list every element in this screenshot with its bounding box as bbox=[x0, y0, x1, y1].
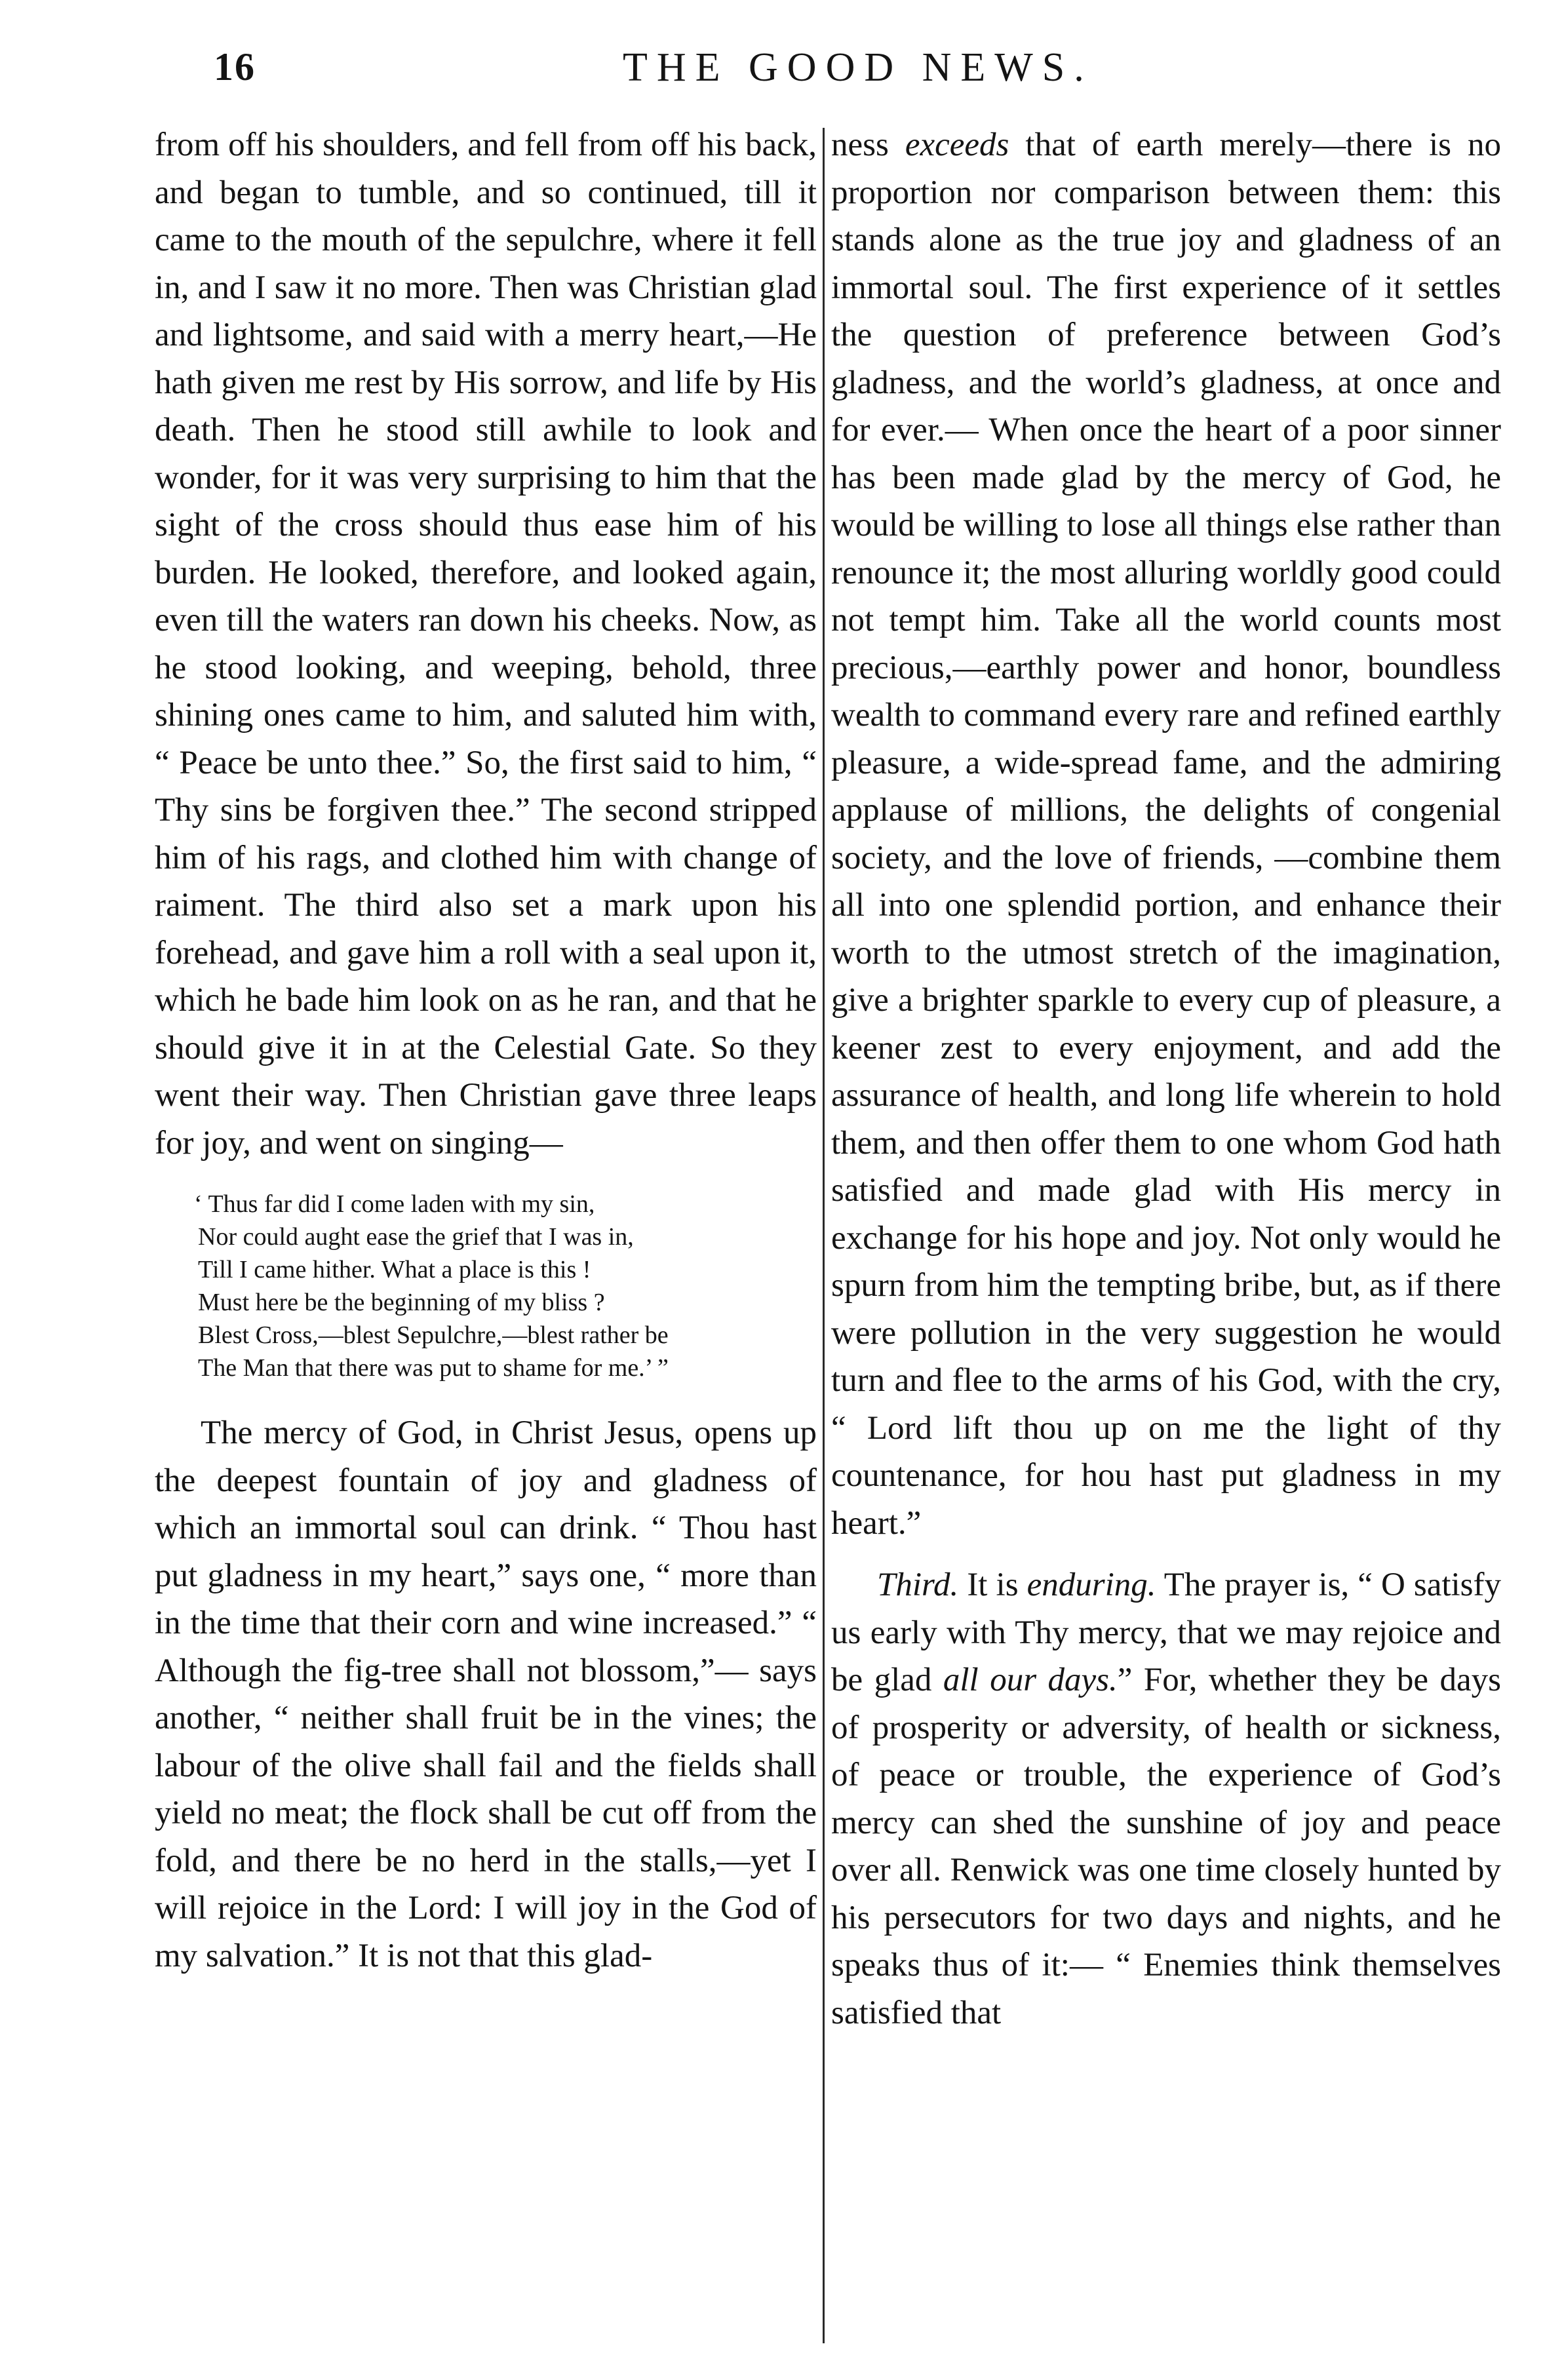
poem-line: ‘ Thus far did I come laden with my sin, bbox=[194, 1190, 595, 1218]
text-run: ” For, whether they be days of prosperity or adversity, of health or sickness, of peace or trouble, the experience of God’s mercy can shed the sunshine of joy and peace over all. Renwick was one time closely hunted by his persecutors for two days and nights, and he speaks thus of it:— “ Enemies think themselves satisfied that bbox=[831, 1662, 1501, 2031]
running-title: THE GOOD NEWS. bbox=[623, 45, 1093, 90]
emphasis-exceeds: exceeds bbox=[905, 127, 1009, 163]
poem-line: Nor could aught ease the grief that I was in, bbox=[198, 1223, 634, 1251]
paragraph-gap bbox=[831, 1547, 1501, 1561]
emphasis-enduring: enduring. bbox=[1026, 1567, 1156, 1603]
text-run: The prayer is, “ O satisfy us early with Thy mercy, that we may rejoice and be glad bbox=[831, 1567, 1502, 1698]
poem-line: Must here be the beginning of my bliss ? bbox=[198, 1289, 605, 1316]
page-number: 16 bbox=[214, 45, 256, 88]
right-paragraph-continued bbox=[831, 121, 1501, 1547]
left-paragraph-continued: from off his shoulders, and fell from off his back, and began to tumble, and so continued, till it came to the mouth of the sepulchre, where it fell in, and I saw it no more. Then was Christian glad and lightsome, and said with a merry heart,—He hath given me rest by His sorrow, and life by His death. Then he stood still awhile to look and wonder, for it was very surprising to him that the sight of the cross should thus ease him of his burden. He looked, therefore, and looked again, even till the waters ran down his cheeks. Now, as he stood looking, and weeping, behold, three shining ones came to him, and saluted him with, “ Peace be unto thee.” So, the first said to him, “ Thy sins be forgiven thee.” The second stripped him of his rags, and clothed him with change of raiment. The third also set a mark upon his forehead, and gave him a roll with a seal upon it, which he bade him look on as he ran, and that he should give it in at the Celestial Gate. So they went their way. Then Christian gave three leaps for joy, and went on singing— bbox=[155, 127, 817, 1161]
section-label-third: Third. bbox=[877, 1567, 959, 1603]
left-column bbox=[155, 121, 817, 1980]
left-paragraph-mercy: The mercy of God, in Christ Jesus, opens up the deepest fountain of joy and gladness of which an immortal soul can drink. “ Thou hast put gladness in my heart,” says one, “ more than in the time that their corn and wine increased.” “ Although the fig-tree shall not blossom,”— says another, “ neither shall fruit be in the vines; the labour of the olive shall fail and the fields shall yield no meat; the flock shall be cut off from the fold, and there be no herd in the stalls,—yet I will rejoice in the Lord: I will joy in the God of my salvation.” It is not that this glad- bbox=[155, 1414, 817, 1974]
poem-line: Blest Cross,—blest Sepulchre,—blest rather be bbox=[198, 1321, 669, 1349]
right-column bbox=[831, 121, 1501, 2037]
text-run: It is bbox=[958, 1567, 1027, 1603]
right-paragraph-third bbox=[831, 1561, 1501, 2037]
poem-line: The Man that there was put to shame for me.’ ” bbox=[198, 1354, 669, 1382]
poem-quotation bbox=[194, 1188, 817, 1384]
emphasis-all-our-days: all our days. bbox=[943, 1662, 1118, 1698]
poem-line: Till I came hither. What a place is this ! bbox=[198, 1256, 591, 1283]
text-run: that of earth merely—there is no proportion nor comparison between them: this stands alone as the true joy and gladness of an immortal soul. The first experience of it settles the question of preference between God’s gladness, and the world’s gladness, at once and for ever.— When once the heart of a poor sinner has been made glad by the mercy of God, he would be willing to lose all things else rather than renounce it; the most alluring worldly good could not tempt him. Take all the world counts most precious,—earthly power and honor, boundless wealth to command every rare and refined earthly pleasure, a wide-spread fame, and the admiring applause of millions, the delights of congenial society, and the love of friends, —combine them all into one splendid portion, and enhance their worth to the utmost stretch of the imagination, give a brighter sparkle to every cup of pleasure, a keener zest to every enjoyment, and add the assurance of health, and long life wherein to hold them, and then offer them to one whom God hath satisfied and made glad with His mercy in exchange for his hope and joy. Not only would he spurn from him the tempting bribe, but, as if there were pollution in the very suggestion he would turn and flee to the arms of his God, with the cry, “ Lord lift thou up on me the light of thy countenance, for hou hast put gladness in my heart.” bbox=[831, 127, 1502, 1542]
text-run: ness bbox=[831, 127, 905, 163]
page-header bbox=[0, 39, 1564, 105]
column-divider bbox=[823, 128, 825, 2343]
